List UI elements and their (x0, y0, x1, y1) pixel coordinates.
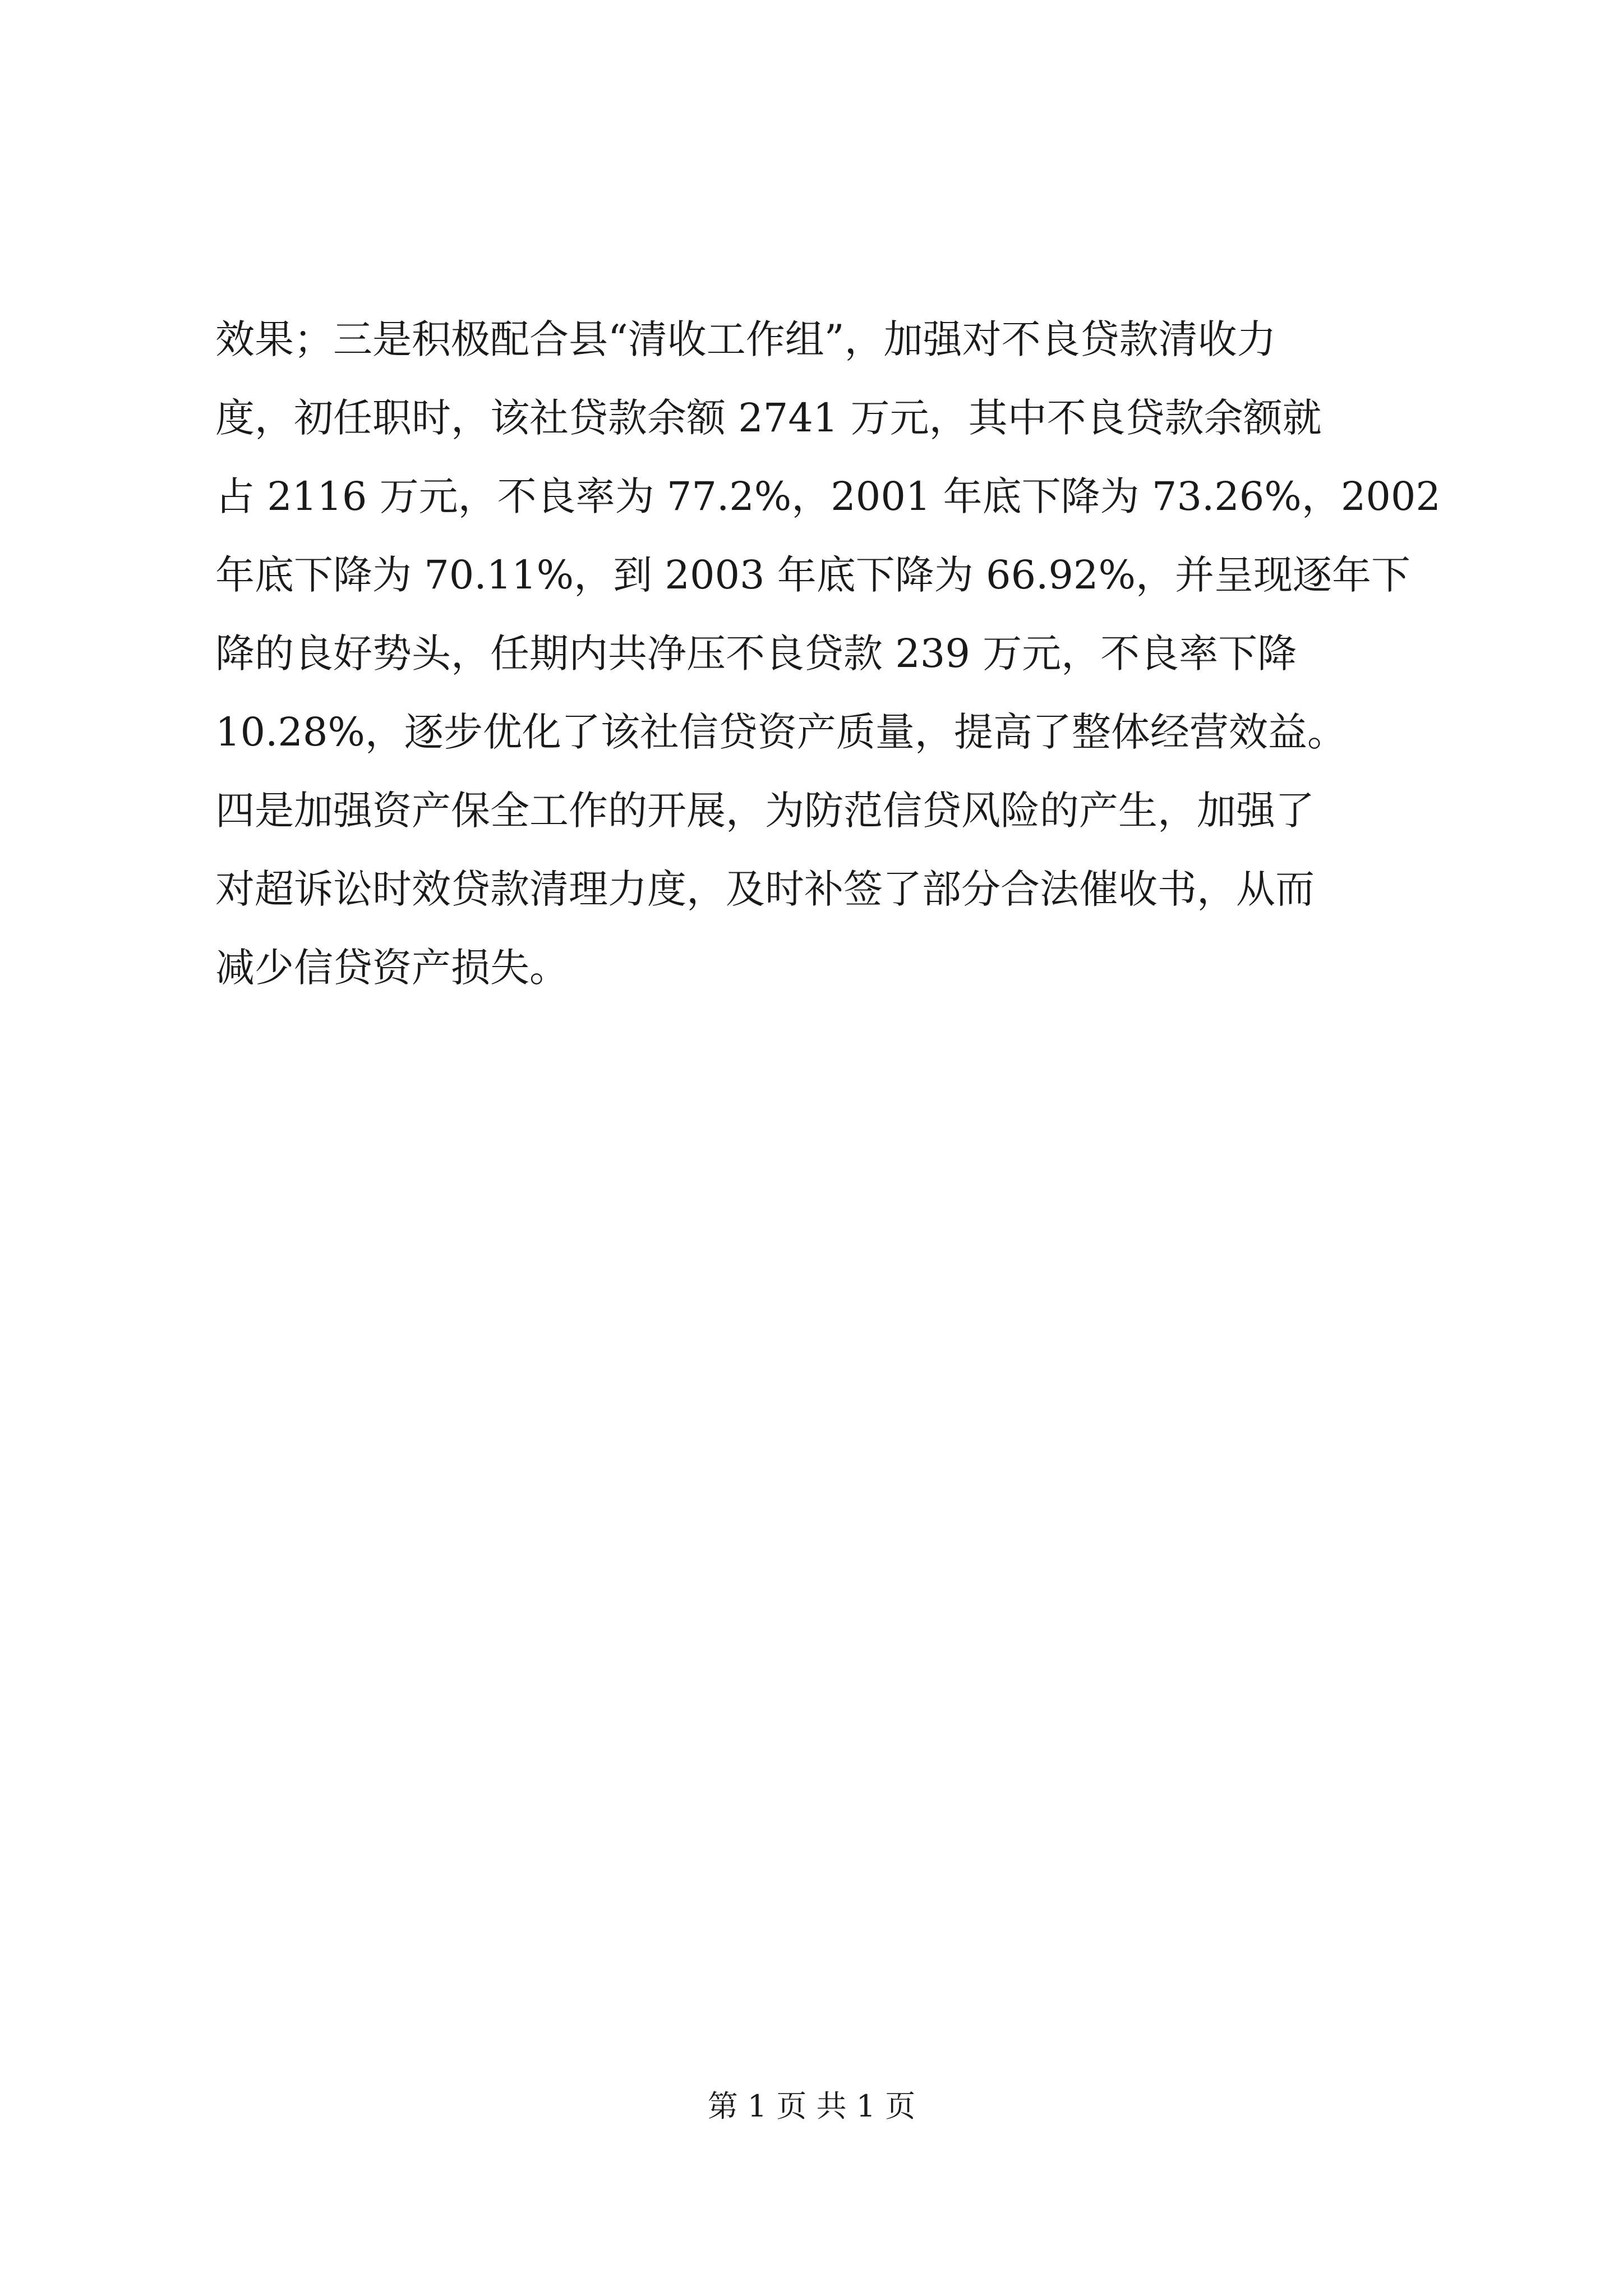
paragraph-line: 年底下降为 70.11%，到 2003 年底下降为 66.92%，并呈现逐年下 (215, 552, 1410, 598)
page-number-label: 第 1 页 共 1 页 (707, 2088, 916, 2124)
paragraph-line: 四是加强资产保全工作的开展，为防范信贷风险的产生，加强了 (215, 788, 1315, 834)
paragraph-line: 效果；三是积极配合县“清收工作组”，加强对不良贷款清收力 (215, 316, 1276, 362)
paragraph-line: 减少信贷资产损失。 (215, 945, 569, 991)
paragraph-line: 占 2116 万元，不良率为 77.2%，2001 年底下降为 73.26%，2002 (215, 473, 1441, 519)
paragraph-line: 降的良好势头，任期内共净压不良贷款 239 万元，不良率下降 (215, 631, 1297, 677)
paragraph-line: 度，初任职时，该社贷款余额 2741 万元，其中不良贷款余额就 (215, 395, 1322, 441)
body-paragraph (215, 300, 1441, 1007)
paragraph-line: 10.28%，逐步优化了该社信贷资产质量，提高了整体经营效益。 (215, 709, 1347, 755)
paragraph-line: 对超诉讼时效贷款清理力度，及时补签了部分合法催收书，从而 (215, 866, 1315, 912)
page-footer (0, 2087, 1623, 2126)
